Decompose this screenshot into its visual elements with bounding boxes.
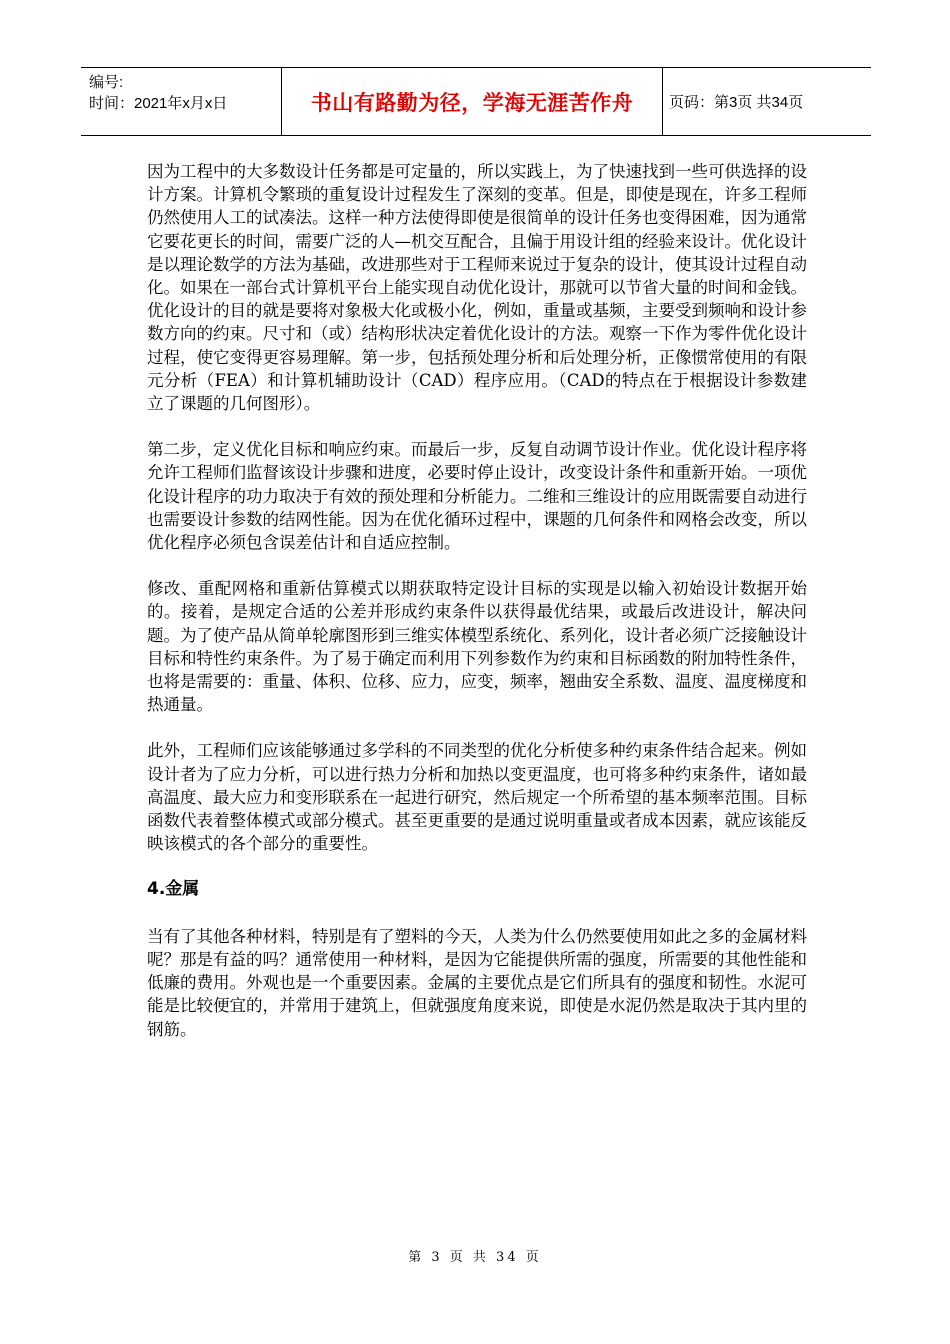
paragraph: 当有了其他各种材料，特别是有了塑料的今天，人类为什么仍然要使用如此之多的金属材料呢？那是有益的吗？通常使用一种材料，是因为它能提供所需的强度，所需要的其他性能和低廉的费用。外观也是一个重要因素。金属的主要优点是它们所具有的强度和韧性。水泥可能是比较便宜的，并常用于建筑上，但就强度角度来说，即使是水泥仍然是取决于其内里的钢筋。 [147,926,807,1039]
document-time-label: 时间：2021年x月x日 [89,95,228,112]
header-page-number: 页码：第3页 共34页 [669,94,804,111]
section-heading: 4.金属 [147,879,200,900]
document-body [147,160,807,1064]
page-footer: 第 3 页 共 34 页 [408,1250,542,1265]
page-header [81,67,871,136]
header-meta [81,68,282,135]
header-motto: 书山有路勤为径，学海无涯苦作舟 [282,68,663,135]
paragraph: 此外，工程师们应该能够通过多学科的不同类型的优化分析使多种约束条件结合起来。例如设计者为了应力分析，可以进行热力分析和加热以变更温度，也可将多种约束条件，诸如最高温度、最大应力和变形联系在一起进行研究，然后规定一个所希望的基本频率范围。目标函数代表着整体模式或部分模式。甚至更重要的是通过说明重量或者成本因素，就应该能反映该模式的各个部分的重要性。 [147,741,807,854]
paragraph: 修改、重配网格和重新估算模式以期获取特定设计目标的实现是以输入初始设计数据开始的。接着，是规定合适的公差并形成约束条件以获得最优结果，或最后改进设计，解决问题。为了使产品从简单轮廓图形到三维实体模型系统化、系列化，设计者必须广泛接触设计目标和特性约束条件。为了易于确定而利用下列参数作为约束和目标函数的附加特性条件，也将是需要的：重量、体积、位移、应力，应变，频率，翘曲安全系数、温度、温度梯度和热通量。 [147,579,807,715]
document-number-label: 编号: [89,74,124,91]
paragraph: 因为工程中的大多数设计任务都是可定量的，所以实践上，为了快速找到一些可供选择的设计方案。计算机令繁琐的重复设计过程发生了深刻的变革。但是，即使是现在，许多工程师仍然使用人工的试凑法。这样一种方法使得即使是很简单的设计任务也变得困难，因为通常它要花更长的时间，需要广泛的人—机交互配合，且偏于用设计组的经验来设计。优化设计是以理论数学的方法为基础，改进那些对于工程师来说过于复杂的设计，使其设计过程自动化。如果在一部台式计算机平台上能实现自动优化设计，那就可以节省大量的时间和金钱。优化设计的目的就是要将对象极大化或极小化，例如，重量或基频，主要受到频响和设计参数方向的约束。尺寸和（或）结构形状决定着优化设计的方法。观察一下作为零件优化设计过程，使它变得更容易理解。第一步，包括预处理分析和后处理分析，正像惯常使用的有限元分析（FEA）和计算机辅助设计（CAD）程序应用。（CAD的特点在于根据设计参数建立了课题的几何图形）。 [147,162,807,414]
paragraph: 第二步，定义优化目标和响应约束。而最后一步，反复自动调节设计作业。优化设计程序将允许工程师们监督该设计步骤和进度，必要时停止设计，改变设计条件和重新开始。一项优化设计程序的功力取决于有效的预处理和分析能力。二维和三维设计的应用既需要自动进行也需要设计参数的结网性能。因为在优化循环过程中，课题的几何条件和网格会改变，所以优化程序必须包含误差估计和自适应控制。 [147,440,807,553]
